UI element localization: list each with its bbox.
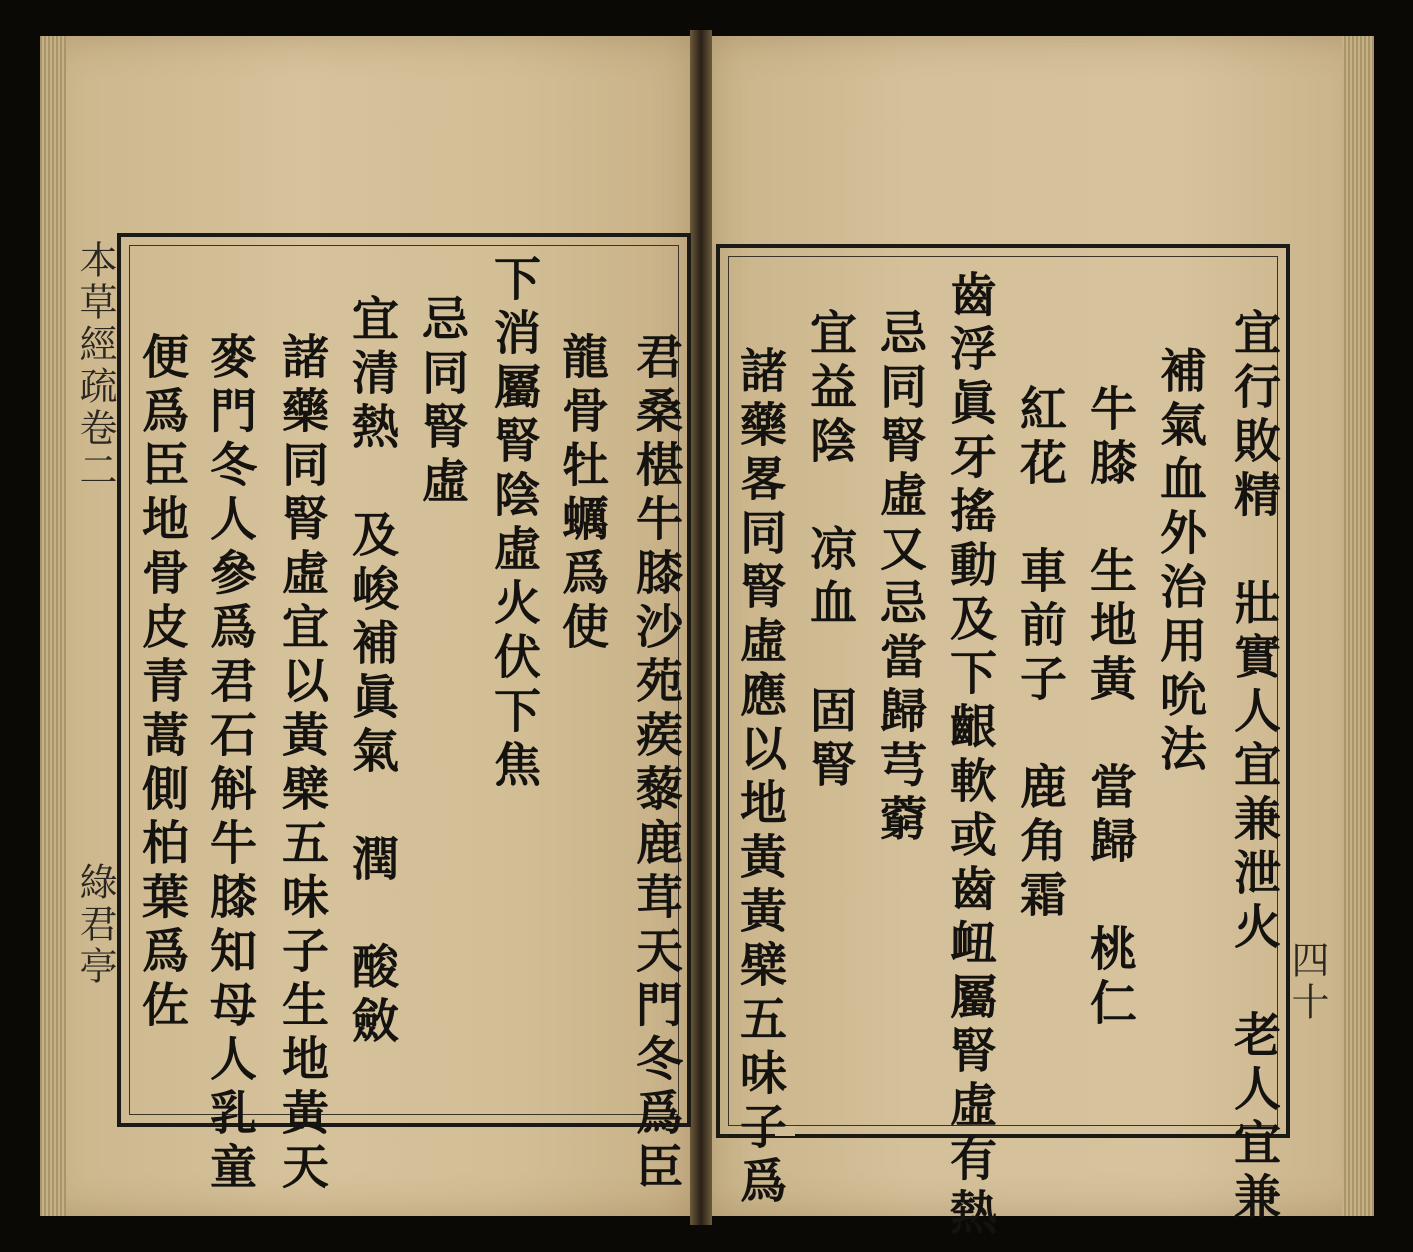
right-column-5: 齒浮眞牙搖動及下齦軟或齒衄屬腎虛有熱: [942, 270, 997, 1242]
left-column-5: 宜清熱 及峻補眞氣 潤 酸斂: [344, 294, 399, 1050]
right-column-2: 補氣血外治用吮法: [1152, 346, 1207, 778]
right-column-3: 牛膝 生地黃 當歸 桃仁: [1082, 384, 1137, 1032]
book-title: 本草經疏卷二: [73, 240, 117, 492]
right-column-6: 忌同腎虛又忌當歸芎藭: [872, 308, 927, 848]
left-column-3: 下消屬腎陰虛火伏下焦: [486, 254, 541, 794]
right-column-1: 宜行敗精 壯實人宜兼泄火 老人宜兼: [1226, 308, 1281, 1226]
right-column-8: 諸藥畧同腎虛應以地黃黃檗五味子爲: [732, 346, 787, 1210]
left-column-4: 忌同腎虛: [414, 294, 469, 510]
right-page-edges: [1342, 36, 1374, 1216]
publisher-name: 綠君亭: [73, 862, 117, 988]
folio-number: 四十: [1285, 940, 1329, 1024]
right-column-7: 宜益陰 凉血 固腎: [802, 308, 857, 794]
left-column-1: 君桑椹牛膝沙苑蒺藜鹿茸天門冬爲臣: [628, 332, 683, 1196]
left-column-6: 諸藥同腎虛宜以黃檗五味子生地黃天: [274, 332, 329, 1196]
left-page-edges: [40, 36, 66, 1216]
book-gutter: [690, 30, 712, 1225]
left-column-2: 龍骨牡蠣爲使: [554, 332, 609, 656]
left-column-8: 便爲臣地骨皮青蒿側柏葉爲佐: [134, 332, 189, 1034]
left-column-7: 麥門冬人參爲君石斛牛膝知母人乳童: [202, 332, 257, 1196]
right-column-4: 紅花 車前子 鹿角霜: [1012, 384, 1067, 924]
